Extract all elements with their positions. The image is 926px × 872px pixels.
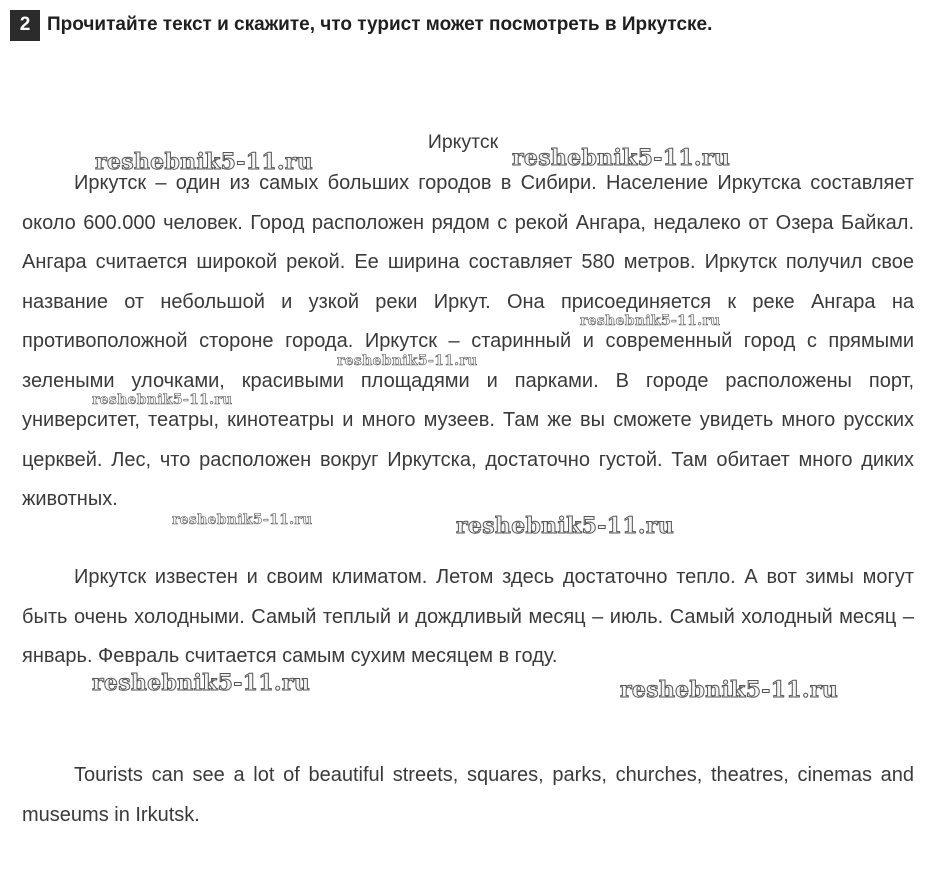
answer-paragraph — [22, 756, 914, 835]
watermark: reshebnik5-11.ru — [337, 353, 478, 369]
watermark: reshebnik5-11.ru — [456, 513, 675, 539]
watermark: reshebnik5-11.ru — [92, 392, 233, 408]
answer-text: Tourists can see a lot of beautiful streets, squares, parks, churches, theatres, cinemas and museums in Irkutsk. — [22, 764, 914, 826]
watermark: reshebnik5-11.ru — [92, 670, 311, 696]
paragraph-1 — [22, 164, 914, 520]
paragraph-2 — [22, 558, 914, 677]
watermark: reshebnik5-11.ru — [172, 512, 313, 528]
watermark: reshebnik5-11.ru — [580, 313, 721, 329]
paragraph-1-text: Иркутск – один из самых больших городов в Сибири. Население Иркутска составляет около 600.000 человек. Город расположен рядом с рекой Ангара, недалеко от Озера Байкал. Ангара считается широкой рекой. Ее ширина составляет 580 метров. Иркутск получил свое название от небольшой и узкой реки Иркут. Она присоединяется к реке Ангара на противоположной стороне города. Иркутск – старинный и современный город с прямыми зелеными улочками, красивыми площадями и парками. В городе расположены порт, университет, театры, кинотеатры и много музеев. Там же вы сможете увидеть много русских церквей. Лес, что расположен вокруг Иркутска, достаточно густой. Там обитает много диких животных. — [22, 172, 914, 510]
task-instruction: Прочитайте текст и скажите, что турист может посмотреть в Иркутске. — [47, 14, 713, 35]
paragraph-2-text: Иркутск известен и своим климатом. Летом здесь достаточно тепло. А вот зимы могут быть очень холодными. Самый теплый и дождливый месяц – июль. Самый холодный месяц – январь. Февраль считается самым сухим месяцем в году. — [22, 566, 914, 667]
text-title: Иркутск — [427, 131, 499, 153]
watermark: reshebnik5-11.ru — [620, 677, 839, 703]
watermark: reshebnik5-11.ru — [512, 145, 731, 171]
watermark: reshebnik5-11.ru — [95, 149, 314, 175]
task-number-badge: 2 — [10, 10, 40, 41]
task-header — [10, 8, 916, 42]
